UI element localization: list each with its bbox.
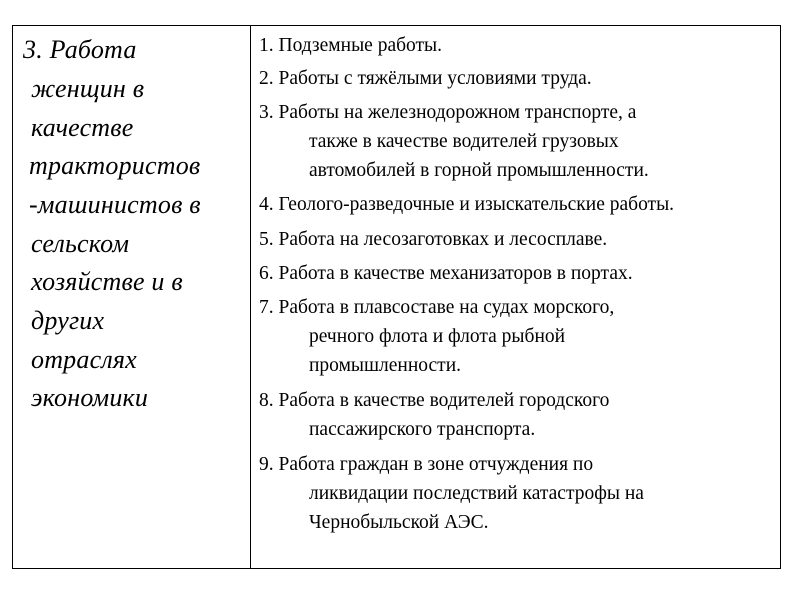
list-item-continuation: Чернобыльской АЭС. <box>309 512 489 533</box>
list-item: 3. Работы на железнодорожном транспорте, а <box>259 102 637 123</box>
list-item: 5. Работа на лесозаготовках и лесосплаве. <box>259 229 608 250</box>
category-line: качестве <box>31 113 134 142</box>
list-item: 1. Подземные работы. <box>259 35 443 56</box>
category-line: других <box>31 306 105 335</box>
category-line: женщин в <box>31 74 145 103</box>
category-line: отраслях <box>31 345 137 374</box>
list-item: 6. Работа в качестве механизаторов в портах. <box>259 263 633 284</box>
category-line: 3. Работа <box>23 35 137 64</box>
category-line: сельском <box>31 229 130 258</box>
list-item-continuation: также в качестве водителей грузовых <box>309 131 619 152</box>
list-item-continuation: пассажирского транспорта. <box>309 419 536 440</box>
restrictions-table <box>12 25 781 569</box>
list-item-continuation: речного флота и флота рыбной <box>309 326 566 347</box>
work-list-cell <box>253 26 780 568</box>
list-item-continuation: ликвидации последствий катастрофы на <box>309 483 644 504</box>
category-line: трактористов <box>29 151 201 180</box>
category-cell <box>13 26 250 568</box>
list-item: 2. Работы с тяжёлыми условиями труда. <box>259 68 592 89</box>
column-divider <box>250 26 251 568</box>
list-item-continuation: промышленности. <box>309 355 462 376</box>
list-item: 9. Работа граждан в зоне отчуждения по <box>259 454 594 475</box>
list-item: 8. Работа в качестве водителей городского <box>259 390 610 411</box>
list-item-continuation: автомобилей в горной промышленности. <box>309 160 649 181</box>
category-line: экономики <box>31 383 149 412</box>
list-item: 4. Геолого-разведочные и изыскательские работы. <box>259 194 675 215</box>
list-item: 7. Работа в плавсоставе на судах морского, <box>259 297 615 318</box>
category-line: хозяйстве и в <box>31 267 183 296</box>
category-line: -машинистов в <box>29 190 201 219</box>
